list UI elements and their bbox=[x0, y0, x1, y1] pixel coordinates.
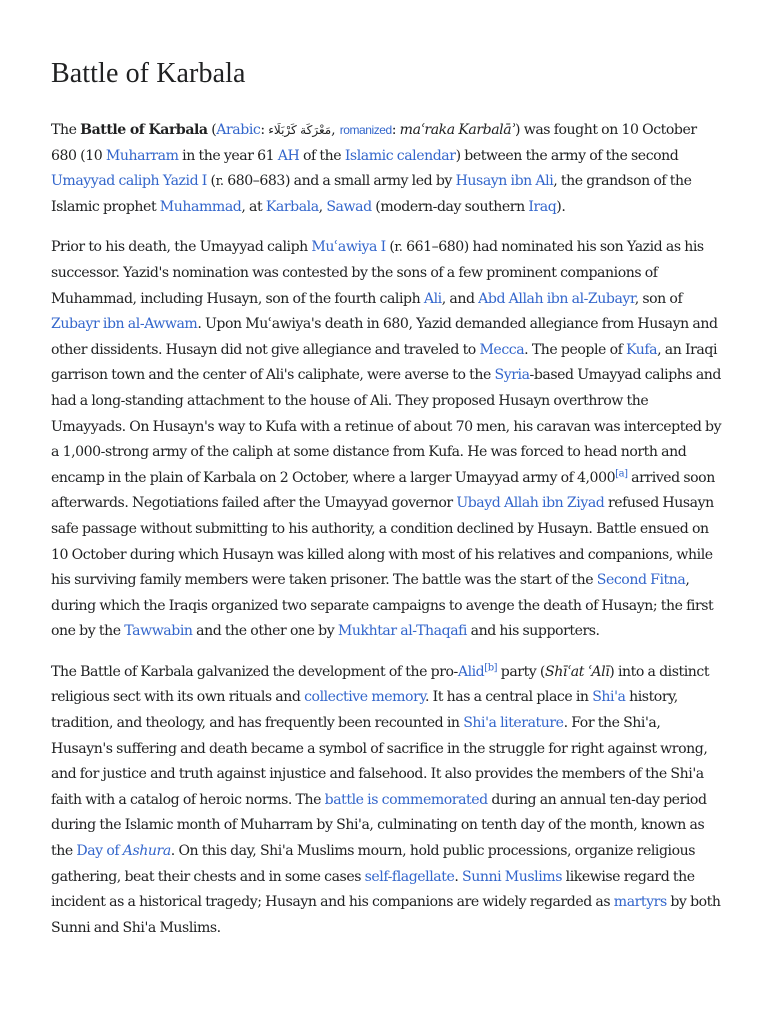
link-day-of-ashura[interactable] bbox=[76, 843, 170, 859]
link-mecca[interactable]: Mecca bbox=[479, 341, 525, 358]
text: The Battle of Karbala galvanized the development of the pro- bbox=[51, 663, 458, 680]
link-romanized[interactable]: romanized bbox=[339, 123, 392, 137]
text: , bbox=[331, 122, 340, 138]
text: during an annual ten-day period during the Islamic month of Muharram by Shi'a, culminating on tenth day of the month, known as the bbox=[51, 791, 707, 860]
text: . Upon Muʿawiya's death in 680, Yazid demanded allegiance from Husayn and other dissidents. Husayn did not give allegiance and traveled to bbox=[51, 316, 718, 358]
text: party ( bbox=[497, 663, 545, 680]
text: -based Umayyad caliphs and had a long-standing attachment to the house of Ali. They proposed Husayn overthrow the Umayyads. On Husayn's way to Kufa with a retinue of about 70 men, his caravan was intercepted by a 1,000-strong army of the caliph at some distance from Kufa. He was forced to head north and encamp in the plain of Karbala on 2 October, where a larger Umayyad army of 4,000 bbox=[51, 367, 722, 486]
text: : bbox=[260, 122, 269, 138]
text: , and bbox=[441, 290, 479, 307]
link-martyrs[interactable]: martyrs bbox=[613, 894, 667, 911]
link-ah[interactable]: AH bbox=[277, 147, 300, 164]
link-shia[interactable]: Shi'a bbox=[592, 689, 626, 706]
link-ali[interactable]: Ali bbox=[423, 290, 442, 307]
article-body bbox=[51, 118, 723, 956]
link-day-of-text: Day of bbox=[76, 843, 123, 860]
link-mukhtar-al-thaqafi[interactable]: Mukhtar al-Thaqafi bbox=[337, 623, 467, 640]
link-battle-commemorated[interactable]: battle is commemorated bbox=[324, 791, 488, 808]
text: ). bbox=[556, 198, 566, 215]
text: of the bbox=[299, 147, 345, 164]
text: The bbox=[51, 122, 81, 138]
text: ( bbox=[385, 239, 395, 256]
text: . For the Shi'a, Husayn's suffering and death became a symbol of sacrifice in the struggle for right against wrong, and for justice and truth against injustice and falsehood. It also provides the members of the Shi'a faith with a catalog of heroic norms. The bbox=[51, 715, 708, 808]
text: , son of bbox=[634, 290, 683, 307]
link-umayyad-caliph[interactable]: Umayyad caliph bbox=[51, 173, 160, 190]
link-collective-memory[interactable]: collective memory bbox=[304, 689, 426, 706]
link-islamic-calendar[interactable]: Islamic calendar bbox=[344, 147, 456, 164]
link-sunni-muslims[interactable]: Sunni Muslims bbox=[462, 868, 562, 885]
text: . The people of bbox=[524, 341, 627, 358]
arabic-name: مَعْرَكَة كَرْبَلَاء bbox=[268, 123, 332, 137]
link-kufa[interactable]: Kufa bbox=[626, 341, 658, 358]
text: by both Sunni and Shi'a Muslims. bbox=[51, 894, 721, 936]
link-zubayr-ibn-al-awwam[interactable]: Zubayr ibn al-Awwam bbox=[51, 316, 198, 333]
text: likewise regard the incident as a historical tragedy; Husayn and his companions are widely regarded as bbox=[51, 868, 695, 911]
link-abd-allah-ibn-al-zubayr[interactable]: Abd Allah ibn al-Zubayr bbox=[478, 290, 635, 307]
text: history, tradition, and theology, and has frequently been recounted in bbox=[51, 689, 678, 732]
text: , bbox=[318, 198, 327, 215]
text: Prior to his death, the Umayyad caliph bbox=[51, 239, 312, 256]
reign-abbr: r. bbox=[215, 174, 224, 190]
text: and the other one by bbox=[192, 623, 338, 640]
text: , at bbox=[241, 198, 266, 215]
link-karbala[interactable]: Karbala bbox=[265, 198, 319, 215]
page-title: Battle of Karbala bbox=[51, 58, 246, 89]
link-yazid[interactable]: Yazid I bbox=[162, 173, 207, 190]
text: , an Iraqi garrison town and the center of Ali's caliphate, were averse to the bbox=[51, 341, 717, 384]
link-tawwabin[interactable]: Tawwabin bbox=[124, 623, 193, 640]
bold-term: Battle of Karbala bbox=[80, 122, 208, 138]
text: ( bbox=[206, 173, 216, 190]
text: ) between the army of the second bbox=[455, 147, 679, 164]
link-muhammad[interactable]: Muhammad bbox=[159, 198, 242, 215]
link-ubayd-allah-ibn-ziyad[interactable]: Ubayd Allah ibn Ziyad bbox=[456, 495, 605, 512]
paragraph-intro bbox=[51, 118, 723, 220]
text: , the grandson of the Islamic prophet bbox=[51, 173, 692, 215]
footnote-b[interactable]: [b] bbox=[484, 662, 498, 674]
text: (modern-day southern bbox=[371, 198, 529, 215]
text: and his supporters. bbox=[466, 623, 600, 640]
link-alid[interactable]: Alid bbox=[457, 663, 485, 680]
text: . It has a central place in bbox=[425, 689, 593, 706]
reign-abbr: r. bbox=[394, 240, 403, 256]
text: ) was fought on 10 October 680 (10 bbox=[51, 122, 697, 164]
text: . On this day, Shi'a Muslims mourn, hold public processions, organize religious gathering, beat their chests and in some cases bbox=[51, 843, 696, 885]
text: 661–680) had nominated his son Yazid as his successor. Yazid's nomination was contested by the sons of a few prominent companions of Muhammad, including Husayn, son of the fourth caliph bbox=[51, 239, 704, 307]
shiat-ali-term: Shīʿat ʿAlī bbox=[544, 663, 610, 680]
link-sawad[interactable]: Sawad bbox=[326, 198, 372, 215]
text: ( bbox=[207, 122, 217, 138]
link-iraq[interactable]: Iraq bbox=[528, 198, 557, 215]
link-second-fitna[interactable]: Second Fitna bbox=[596, 572, 686, 589]
link-muawiya[interactable]: Muʿawiya I bbox=[311, 239, 386, 256]
link-syria[interactable]: Syria bbox=[494, 367, 530, 384]
link-husayn-ibn-ali[interactable]: Husayn ibn Ali bbox=[455, 173, 554, 190]
link-self-flagellate[interactable]: self-flagellate bbox=[364, 868, 455, 885]
text: , during which the Iraqis organized two separate campaigns to avenge the death of Husayn; the first one by the bbox=[51, 572, 714, 640]
text: refused Husayn safe passage without submitting to his authority, a condition declined by Husayn. Battle ensued on 10 October during which Husayn was killed along with most of his relatives and companions, while his surviving family members were taken prisoner. The battle was the start of the bbox=[51, 495, 714, 589]
text: 680–683) and a small army led by bbox=[223, 173, 456, 190]
link-muharram[interactable]: Muharram bbox=[105, 147, 179, 164]
text: in the year 61 bbox=[178, 147, 278, 164]
footnote-a[interactable]: [a] bbox=[615, 468, 628, 480]
paragraph-background bbox=[51, 235, 723, 645]
romanized-name: maʿraka Karbalāʾ bbox=[399, 122, 516, 138]
text: ) into a distinct religious sect with its own rituals and bbox=[51, 663, 710, 706]
link-arabic[interactable]: Arabic bbox=[216, 122, 261, 138]
paragraph-legacy bbox=[51, 660, 723, 942]
text: arrived soon afterwards. Negotiations failed after the Umayyad governor bbox=[51, 469, 715, 512]
link-ashura-text: Ashura bbox=[122, 843, 171, 860]
text: : bbox=[391, 122, 400, 138]
text: . bbox=[454, 868, 463, 885]
link-shia-literature[interactable]: Shi'a literature bbox=[463, 715, 564, 732]
